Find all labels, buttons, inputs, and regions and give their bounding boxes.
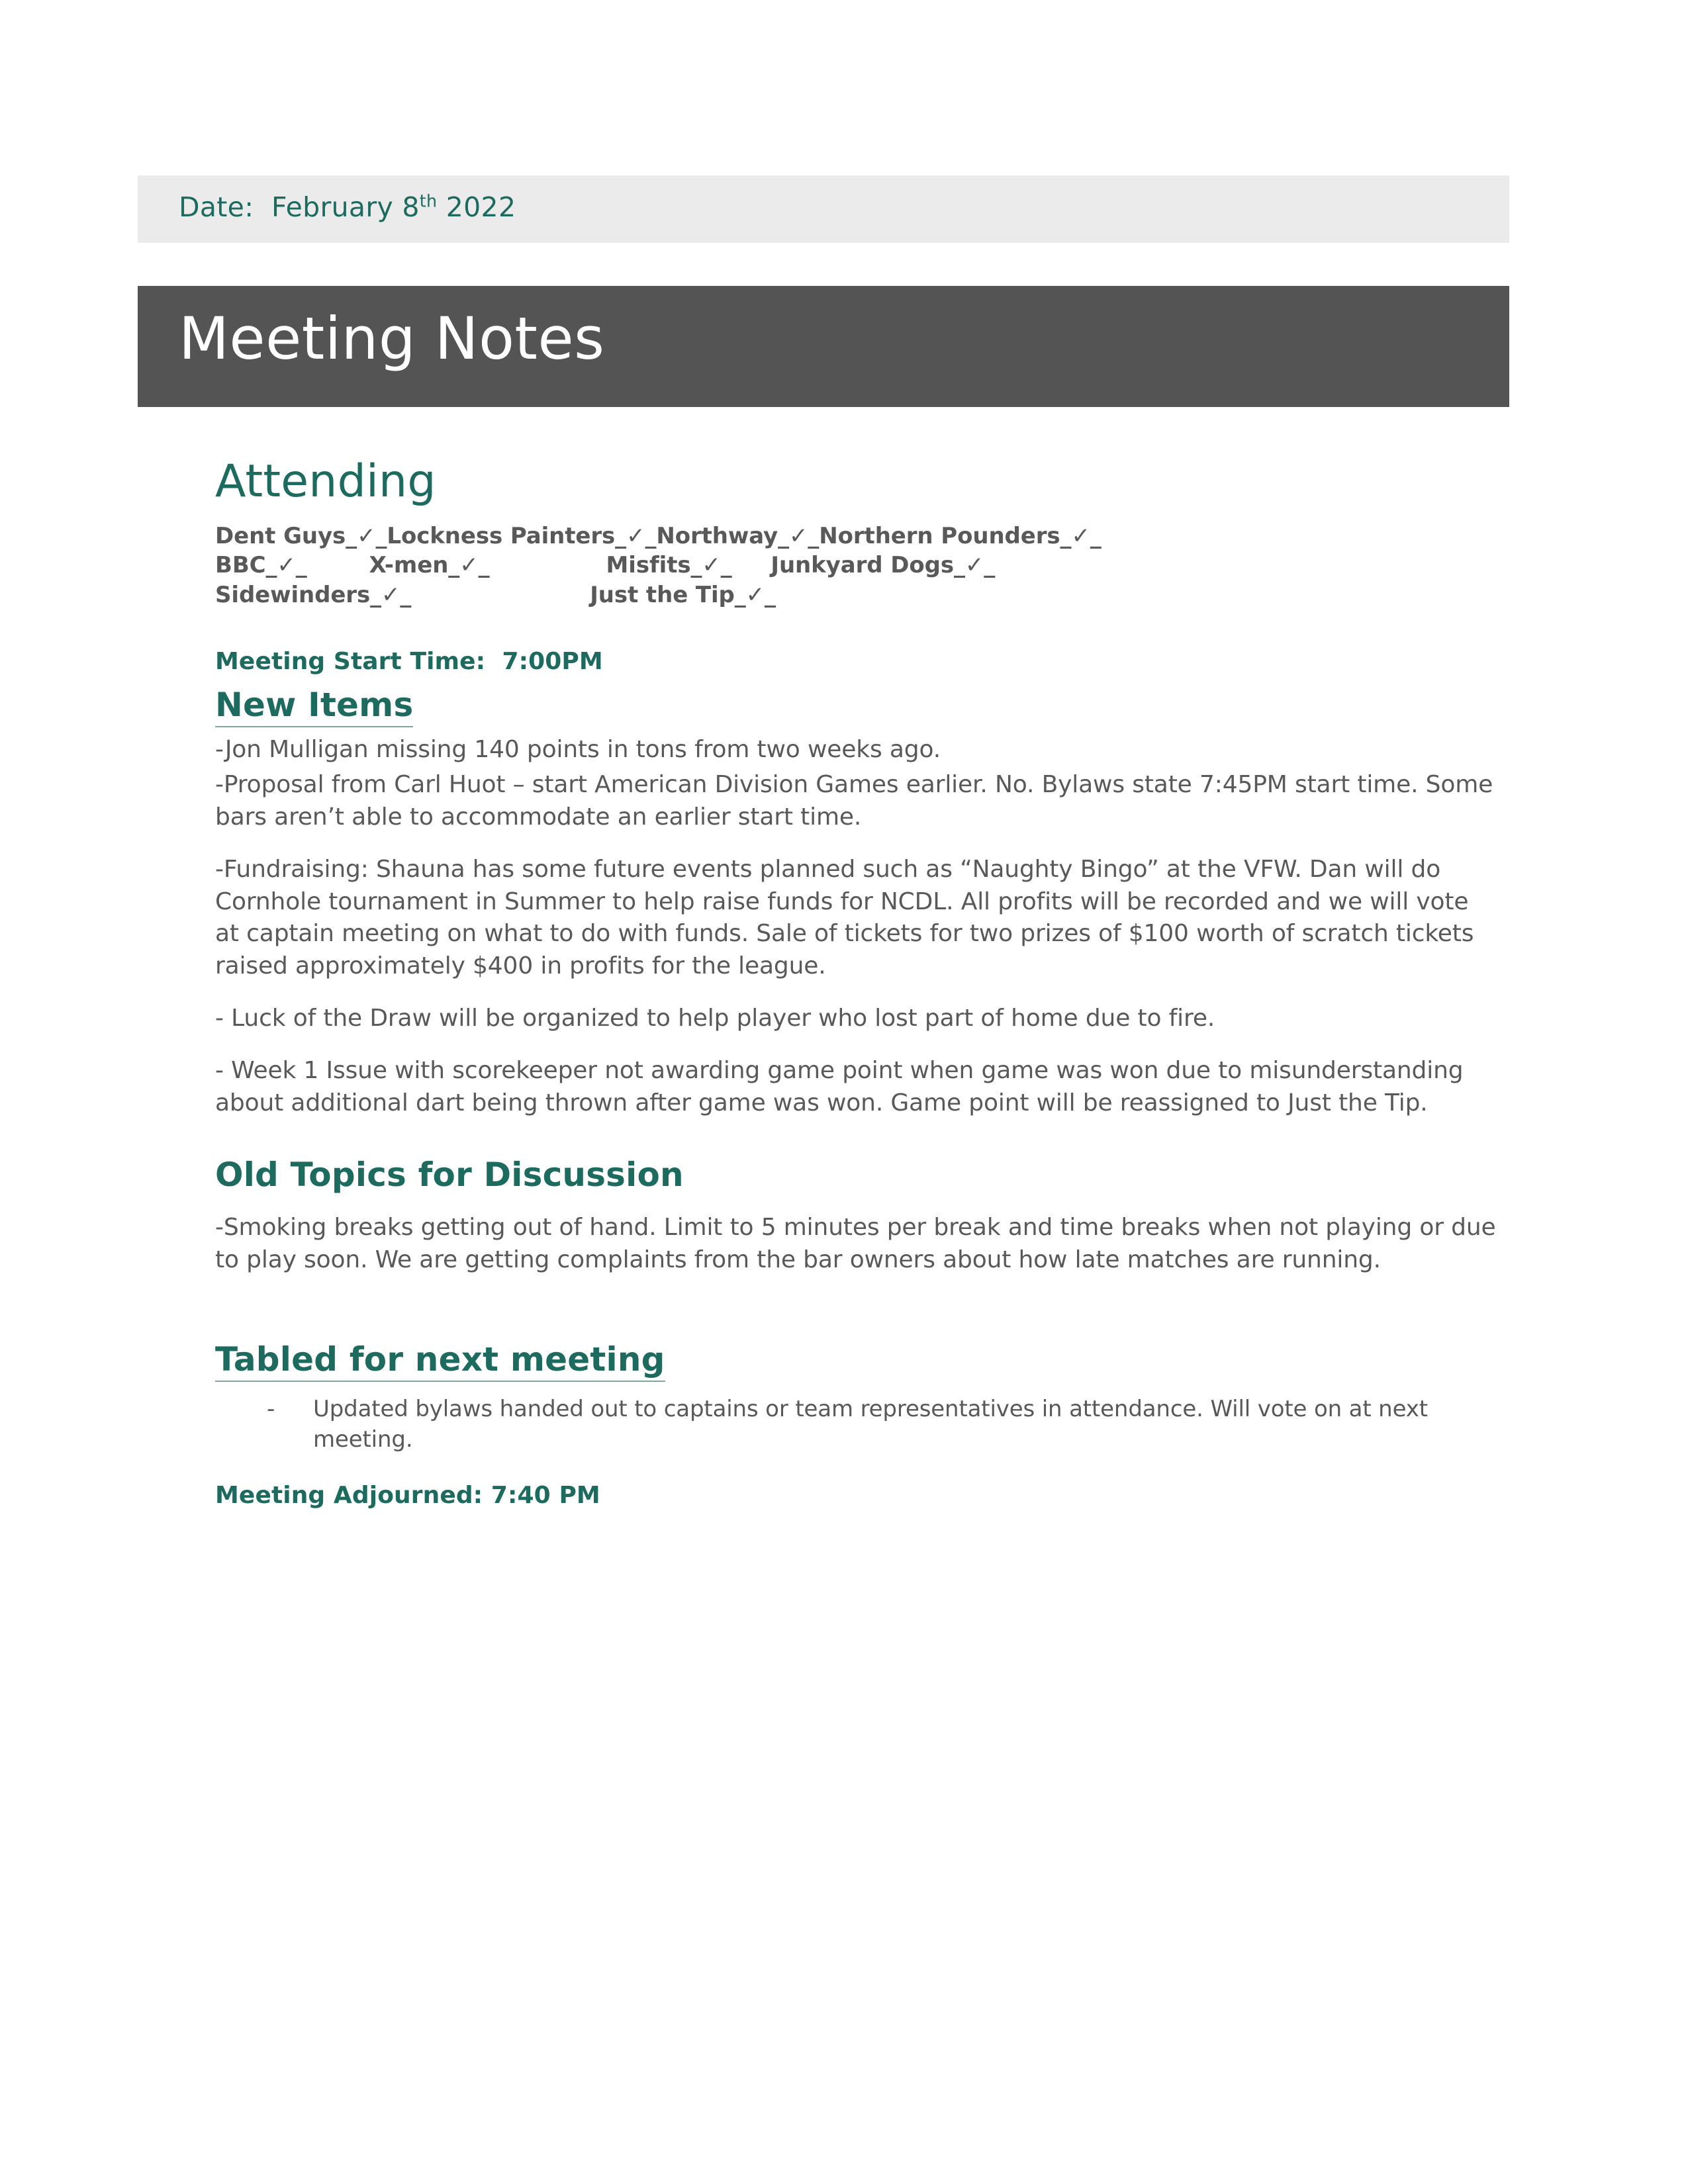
date-band	[138, 175, 1509, 243]
old-topics-heading-text: Old Topics for Discussion	[215, 1156, 684, 1195]
new-items-paragraph-4: - Luck of the Draw will be organized to help player who lost part of home due to fire.	[215, 1005, 1215, 1032]
tabled-heading-text: Tabled for next meeting	[215, 1340, 665, 1382]
tabled-items-list	[215, 1394, 1496, 1455]
attending-heading: Attending	[215, 455, 436, 508]
attending-list	[215, 522, 1496, 610]
attending-line-3: Sidewinders_✓_ Just the Tip_✓_	[215, 581, 776, 608]
date-label: Date: February 8	[179, 191, 420, 223]
list-item-text: Updated bylaws handed out to captains or team representatives in attendance. Will vote on at next meeting.	[313, 1396, 1428, 1453]
new-items-paragraph-1: -Jon Mulligan missing 140 points in tons from two weeks ago.	[215, 735, 941, 763]
new-items-heading-text: New Items	[215, 686, 413, 727]
new-items-paragraph-3: -Fundraising: Shauna has some future events planned such as “Naughty Bingo” at the VFW. Dan will do Cornhole tournament in Summer to help raise funds for NCDL. All profits will be recorded and we will vote at captain meeting on what to do with funds. Sale of tickets for two prizes of $100 worth of scratch tickets raised approximately $400 in profits for the league.	[215, 855, 1474, 980]
meeting-start-time: Meeting Start Time: 7:00PM	[215, 647, 603, 675]
date-year: 2022	[437, 191, 516, 223]
new-items-heading	[215, 686, 1496, 725]
list-item	[215, 1394, 1496, 1455]
title-band	[138, 286, 1509, 407]
document-body	[215, 457, 1496, 1509]
bullet-dash-icon: -	[267, 1396, 275, 1423]
tabled-heading	[215, 1340, 1496, 1379]
date-text	[179, 191, 516, 223]
old-topics-paragraph-1: -Smoking breaks getting out of hand. Limit to 5 minutes per break and time breaks when not playing or due to play soon. We are getting complaints from the bar owners about how late matches are running.	[215, 1214, 1496, 1274]
new-items-paragraph-2: -Proposal from Carl Huot – start American Division Games earlier. No. Bylaws state 7:45PM start time. Some bars aren’t able to accommodate an earlier start time.	[215, 770, 1493, 831]
page-title: Meeting Notes	[179, 304, 605, 373]
meeting-adjourned: Meeting Adjourned: 7:40 PM	[215, 1481, 600, 1509]
date-ordinal-suffix: th	[419, 191, 438, 211]
old-topics-heading	[215, 1156, 1496, 1195]
new-items-paragraph-5: - Week 1 Issue with scorekeeper not awarding game point when game was won due to misunderstanding about additional dart being thrown after game was won. Game point will be reassigned to Just the Tip.	[215, 1057, 1464, 1117]
attending-line-2: BBC_✓_ X-men_✓_ Misfits_✓_ Junkyard Dogs_✓_	[215, 552, 996, 579]
attending-line-1: Dent Guys_✓_Lockness Painters_✓_Northway_✓_Northern Pounders_✓_	[215, 523, 1102, 550]
